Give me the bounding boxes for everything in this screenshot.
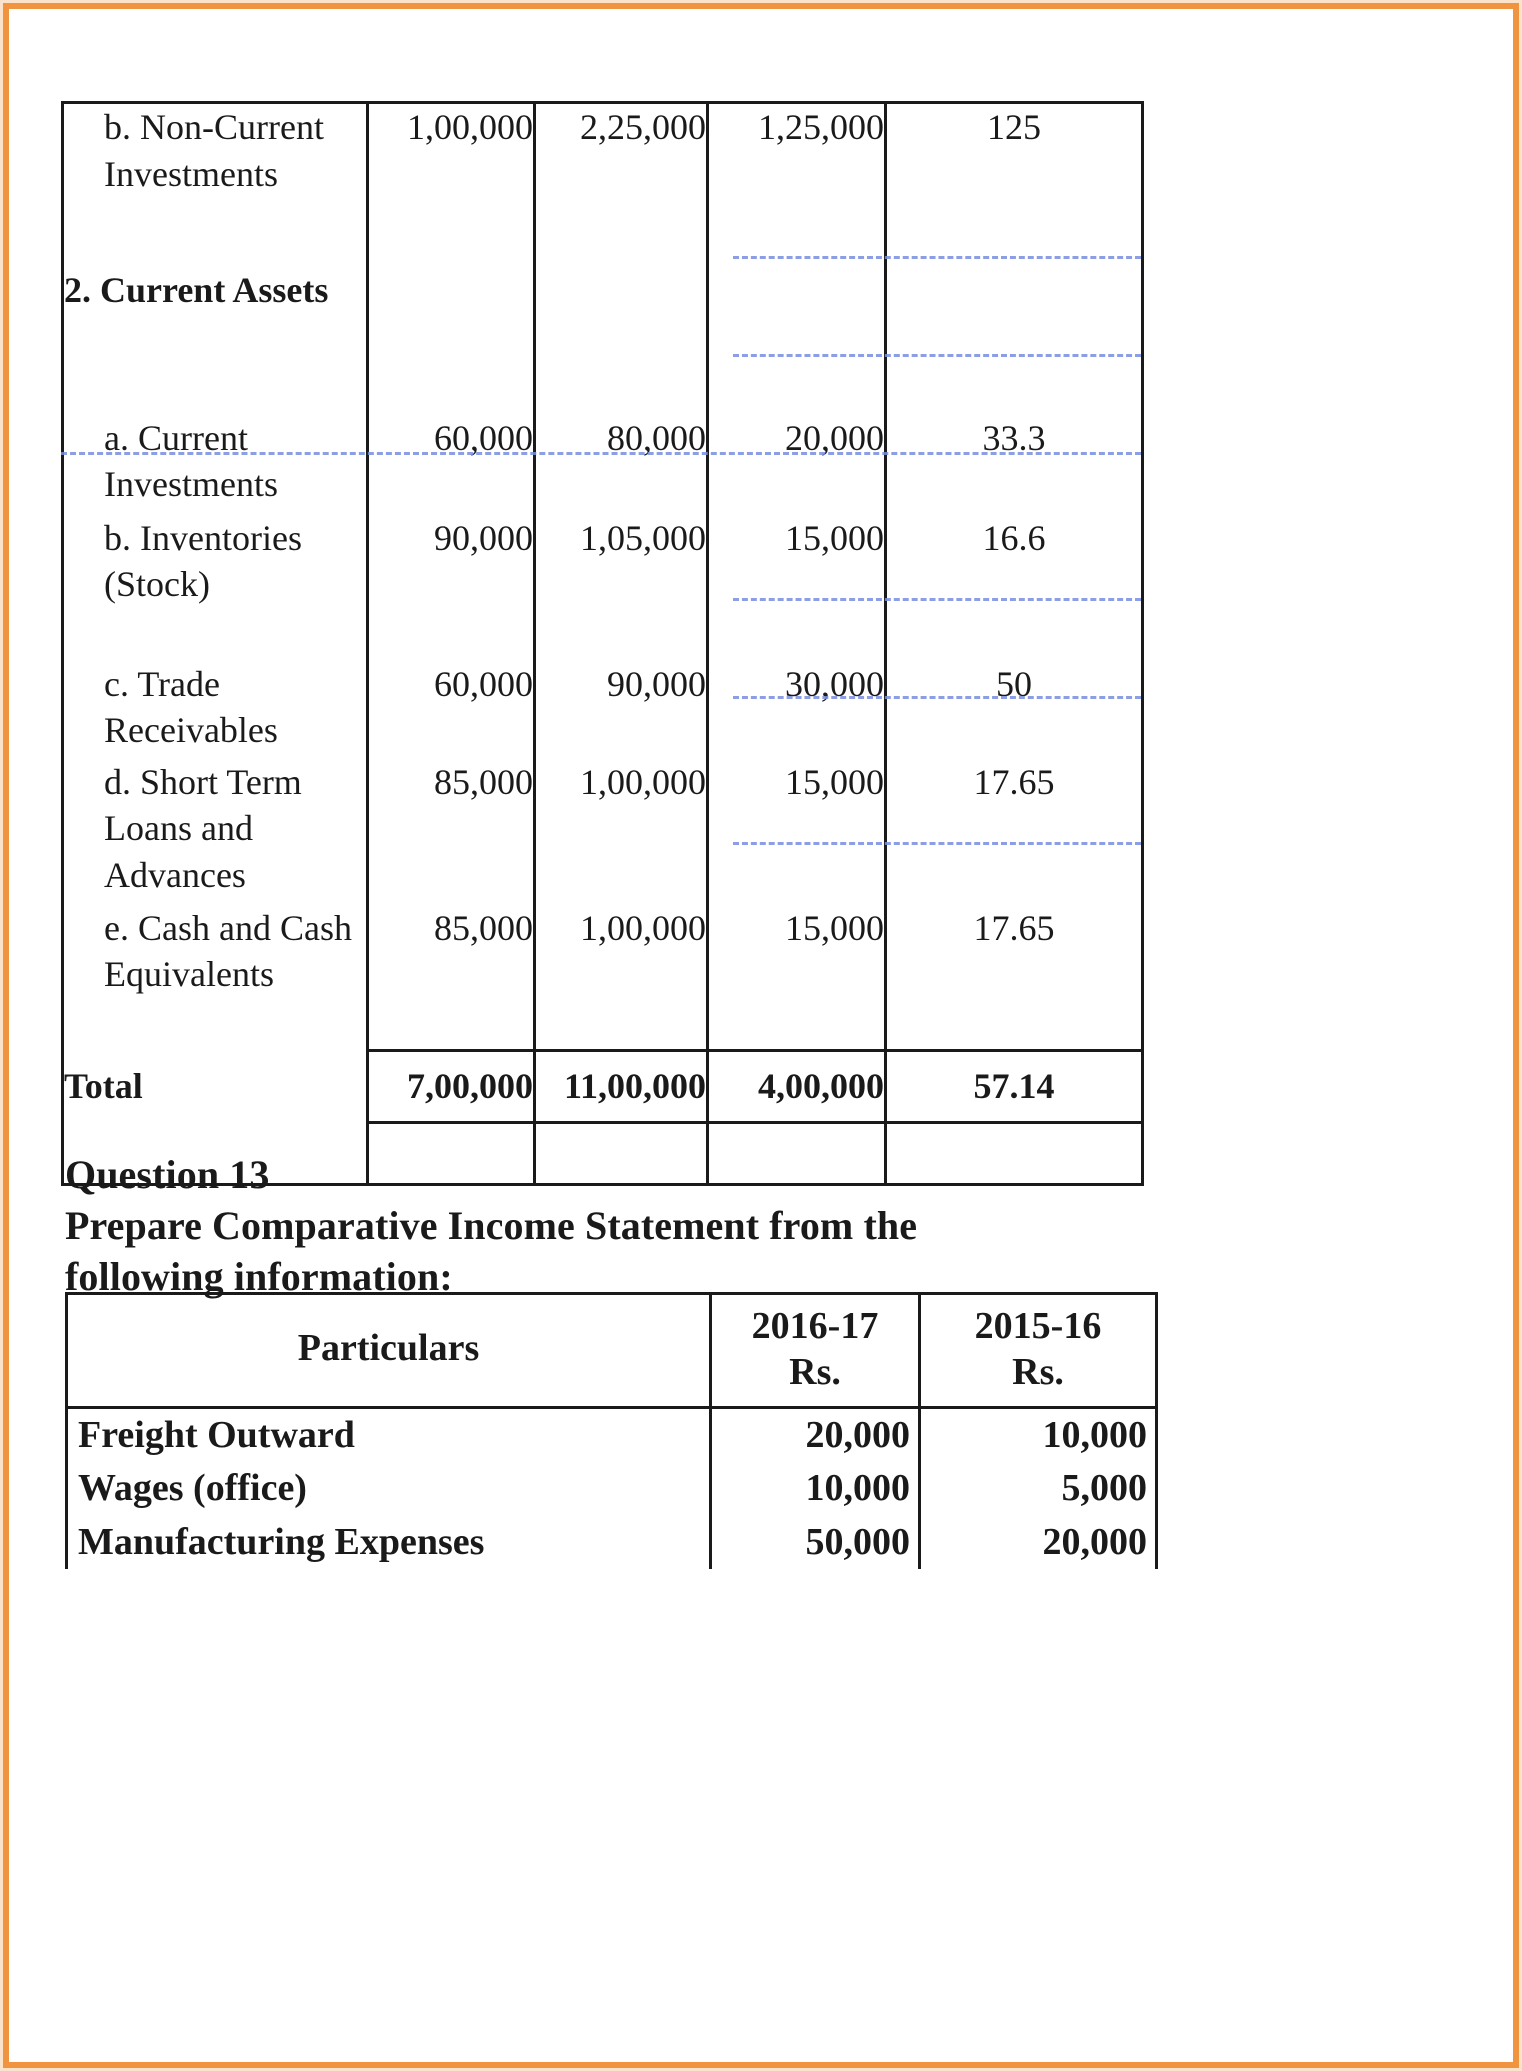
header-particulars-cell: [67, 1294, 711, 1408]
row-change-cell: [708, 415, 886, 515]
table-row: [63, 759, 1143, 905]
row-percent-value: 16.6: [982, 517, 1046, 558]
row-label: Manufacturing Expenses: [78, 1520, 485, 1563]
row-prev-cell: [368, 661, 535, 759]
row-change-value: 20,000: [785, 417, 884, 458]
row-change-value: 30,000: [785, 663, 884, 704]
table-row: [63, 415, 1143, 515]
table-header-row: [67, 1294, 1157, 1408]
row-percent-value: 33.3: [982, 417, 1046, 458]
row-curr-value: 1,00,000: [580, 907, 706, 948]
table-row: [63, 661, 1143, 759]
row-percent-value: 125: [987, 107, 1041, 147]
row-label-cell: [63, 415, 368, 515]
row-change-cell: [708, 267, 886, 415]
row-label-cell: [63, 515, 368, 661]
row-2015-16-cell: [920, 1516, 1157, 1569]
row-label: 2. Current Assets: [64, 269, 329, 310]
table-row: [63, 515, 1143, 661]
total-curr-cell: [535, 1051, 708, 1123]
row-curr-cell: [535, 759, 708, 905]
question-number: Question 13: [65, 1152, 270, 1197]
row-curr-cell: [535, 415, 708, 515]
header-year-2015-16-cell: [920, 1294, 1157, 1408]
row-prev-value: 85,000: [434, 761, 533, 802]
row-2016-17-cell: [711, 1407, 920, 1462]
row-change-value: 15,000: [785, 761, 884, 802]
row-curr-cell: [535, 661, 708, 759]
header-unit-2015-16: Rs.: [1012, 1351, 1064, 1394]
row-2015-16-cell: [920, 1462, 1157, 1515]
row-curr-value: 2,25,000: [580, 107, 706, 147]
row-curr-cell: [535, 103, 708, 267]
row-label: a. Current Investments: [104, 417, 278, 505]
row-2016-17-cell: [711, 1462, 920, 1515]
row-2016-17-cell: [711, 1516, 920, 1569]
document-sheet: [9, 9, 1513, 2062]
row-prev-cell: [368, 103, 535, 267]
total-prev-value: 7,00,000: [407, 1066, 533, 1107]
header-particulars-label: Particulars: [297, 1326, 480, 1369]
row-change-cell: [708, 661, 886, 759]
total-curr-value: 11,00,000: [563, 1066, 706, 1107]
row-label: d. Short Term Loans and Advances: [104, 761, 302, 896]
row-2015-16-value: 10,000: [1042, 1413, 1147, 1456]
total-label: Total: [64, 1066, 143, 1107]
row-prev-value: 60,000: [434, 417, 533, 458]
row-change-cell: [708, 759, 886, 905]
row-2015-16-cell: [920, 1407, 1157, 1462]
balance-sheet-grid: [61, 101, 1144, 1186]
row-label: e. Cash and Cash Equivalents: [104, 907, 352, 995]
table-row: [63, 267, 1143, 415]
row-curr-cell: [535, 515, 708, 661]
row-change-value: 15,000: [785, 517, 884, 558]
row-percent-value: 50: [996, 663, 1032, 704]
row-2015-16-value: 5,000: [1061, 1467, 1147, 1510]
row-change-cell: [708, 515, 886, 661]
table-row: [67, 1407, 1157, 1462]
table-row: [67, 1462, 1157, 1515]
row-label-cell: [63, 905, 368, 1051]
row-label: b. Inventories (Stock): [104, 517, 302, 605]
row-curr-value: 1,00,000: [580, 761, 706, 802]
row-percent-value: 17.65: [973, 907, 1055, 948]
question-prompt-line-1: Prepare Comparative Income Statement from the: [65, 1203, 918, 1249]
question-prompt-line-2: following information:: [65, 1254, 453, 1300]
row-percent-cell: [886, 905, 1143, 1051]
row-percent-cell: [886, 415, 1143, 515]
row-curr-value: 90,000: [607, 663, 706, 704]
row-label-cell: [63, 759, 368, 905]
row-2016-17-value: 10,000: [805, 1467, 910, 1510]
row-change-cell: [708, 103, 886, 267]
row-prev-value: 60,000: [434, 663, 533, 704]
row-label: Freight Outward: [78, 1413, 355, 1456]
question-block: [65, 1149, 1165, 1303]
table-row: [63, 905, 1143, 1051]
row-prev-value: 90,000: [434, 517, 533, 558]
row-label-cell: [63, 267, 368, 415]
row-percent-cell: [886, 103, 1143, 267]
row-percent-value: 17.65: [973, 761, 1055, 802]
row-2015-16-value: 20,000: [1042, 1520, 1147, 1563]
header-year-2015-16: 2015-16: [974, 1305, 1102, 1347]
row-label-cell: [67, 1516, 711, 1569]
row-label-cell: [63, 661, 368, 759]
row-percent-cell: [886, 267, 1143, 415]
table-total-row: [63, 1051, 1143, 1123]
header-year-2016-17-cell: [711, 1294, 920, 1408]
total-label-cell: [63, 1051, 368, 1123]
row-label: Wages (office): [78, 1467, 307, 1510]
comparative-balance-sheet-table: [61, 101, 1141, 1107]
row-label-cell: [67, 1462, 711, 1515]
total-percent-cell: [886, 1051, 1143, 1123]
row-2016-17-value: 20,000: [805, 1413, 910, 1456]
row-prev-value: 85,000: [434, 907, 533, 948]
row-change-cell: [708, 905, 886, 1051]
row-percent-cell: [886, 515, 1143, 661]
table-row: [67, 1516, 1157, 1569]
row-percent-cell: [886, 661, 1143, 759]
row-label: b. Non-Current Investments: [104, 107, 324, 194]
table-row: [63, 103, 1143, 267]
header-year-2016-17: 2016-17: [751, 1305, 879, 1347]
row-prev-cell: [368, 267, 535, 415]
row-label: c. Trade Receivables: [104, 663, 278, 751]
row-curr-cell: [535, 267, 708, 415]
row-prev-cell: [368, 415, 535, 515]
row-label-cell: [63, 103, 368, 267]
row-curr-value: 80,000: [607, 417, 706, 458]
total-prev-cell: [368, 1051, 535, 1123]
row-change-value: 15,000: [785, 907, 884, 948]
row-prev-cell: [368, 905, 535, 1051]
row-prev-cell: [368, 759, 535, 905]
total-percent-value: 57.14: [973, 1066, 1055, 1107]
income-source-table: [65, 1292, 1155, 1569]
row-label-cell: [67, 1407, 711, 1462]
header-unit-2016-17: Rs.: [789, 1351, 841, 1394]
row-change-value: 1,25,000: [758, 107, 884, 147]
row-curr-cell: [535, 905, 708, 1051]
row-percent-cell: [886, 759, 1143, 905]
total-change-value: 4,00,000: [758, 1066, 884, 1107]
row-2016-17-value: 50,000: [805, 1520, 910, 1563]
income-source-grid: [65, 1292, 1158, 1569]
row-prev-value: 1,00,000: [407, 107, 533, 147]
row-prev-cell: [368, 515, 535, 661]
total-change-cell: [708, 1051, 886, 1123]
row-curr-value: 1,05,000: [580, 517, 706, 558]
